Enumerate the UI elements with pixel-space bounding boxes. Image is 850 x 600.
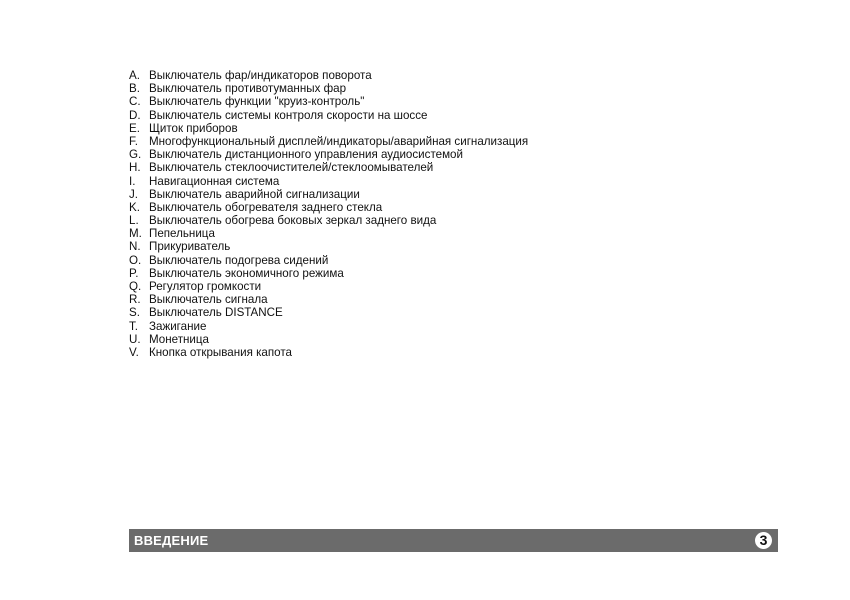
legend-list (129, 69, 528, 359)
list-item (129, 280, 528, 293)
item-text: Выключатель обогревателя заднего стекла (149, 200, 383, 214)
item-letter: F. (129, 134, 139, 148)
item-letter: E. (129, 121, 140, 135)
list-item (129, 95, 528, 108)
list-item (129, 267, 528, 280)
list-item (129, 148, 528, 161)
item-text: Многофункциональный дисплей/индикаторы/аварийная сигнализация (149, 134, 529, 148)
page-number-badge: 3 (755, 532, 772, 549)
item-text: Регулятор громкости (149, 280, 262, 293)
item-letter: K. (129, 200, 140, 214)
item-letter: Q. (129, 280, 142, 293)
item-letter: D. (129, 108, 141, 122)
list-item (129, 306, 528, 319)
item-letter: T. (129, 319, 139, 333)
item-letter: P. (129, 266, 139, 280)
list-item (129, 135, 528, 148)
item-text: Зажигание (149, 319, 207, 333)
item-letter: M. (129, 227, 142, 241)
item-letter: J. (129, 187, 139, 201)
list-item (129, 109, 528, 122)
item-text: Пепельница (149, 227, 215, 241)
item-letter: B. (129, 82, 140, 96)
item-text: Выключатель противотуманных фар (149, 82, 347, 96)
item-letter: A. (129, 69, 140, 82)
list-item (129, 188, 528, 201)
item-text: Выключатель дистанционного управления аудиосистемой (149, 148, 463, 162)
item-text: Выключатель экономичного режима (149, 266, 344, 280)
item-letter: N. (129, 240, 141, 254)
section-footer-bar (129, 529, 778, 552)
item-text: Выключатель фар/индикаторов поворота (149, 69, 372, 82)
item-text: Выключатель системы контроля скорости на шоссе (149, 108, 428, 122)
item-text: Выключатель обогрева боковых зеркал заднего вида (149, 214, 437, 228)
list-item (129, 161, 528, 174)
item-letter: V. (129, 345, 139, 359)
item-text: Выключатель сигнала (149, 293, 268, 307)
item-letter: S. (129, 306, 140, 320)
item-letter: L. (129, 214, 139, 228)
item-text: Выключатель подогрева сидений (149, 253, 329, 267)
list-item (129, 69, 528, 82)
list-item (129, 346, 528, 359)
item-text: Выключатель стеклоочистителей/стеклоомывателей (149, 161, 434, 175)
item-letter: U. (129, 332, 141, 346)
item-text: Выключатель DISTANCE (149, 306, 283, 320)
item-text: Монетница (149, 332, 209, 346)
item-letter: C. (129, 95, 141, 109)
list-item (129, 333, 528, 346)
item-letter: H. (129, 161, 141, 175)
item-text: Прикуриватель (149, 240, 231, 254)
list-item (129, 254, 528, 267)
item-letter: I. (129, 174, 136, 188)
item-text: Выключатель функции "круиз-контроль" (149, 95, 365, 109)
list-item (129, 240, 528, 253)
list-item (129, 320, 528, 333)
item-letter: R. (129, 293, 141, 307)
item-text: Навигационная система (149, 174, 280, 188)
list-item (129, 293, 528, 306)
list-item (129, 214, 528, 227)
item-letter: O. (129, 253, 142, 267)
item-letter: G. (129, 148, 142, 162)
list-item (129, 175, 528, 188)
list-item (129, 227, 528, 240)
list-item (129, 82, 528, 95)
item-text: Щиток приборов (149, 121, 238, 135)
item-text: Кнопка открывания капота (149, 345, 292, 359)
section-title: ВВЕДЕНИЕ (134, 533, 209, 548)
list-item (129, 122, 528, 135)
list-item (129, 201, 528, 214)
item-text: Выключатель аварийной сигнализации (149, 187, 360, 201)
